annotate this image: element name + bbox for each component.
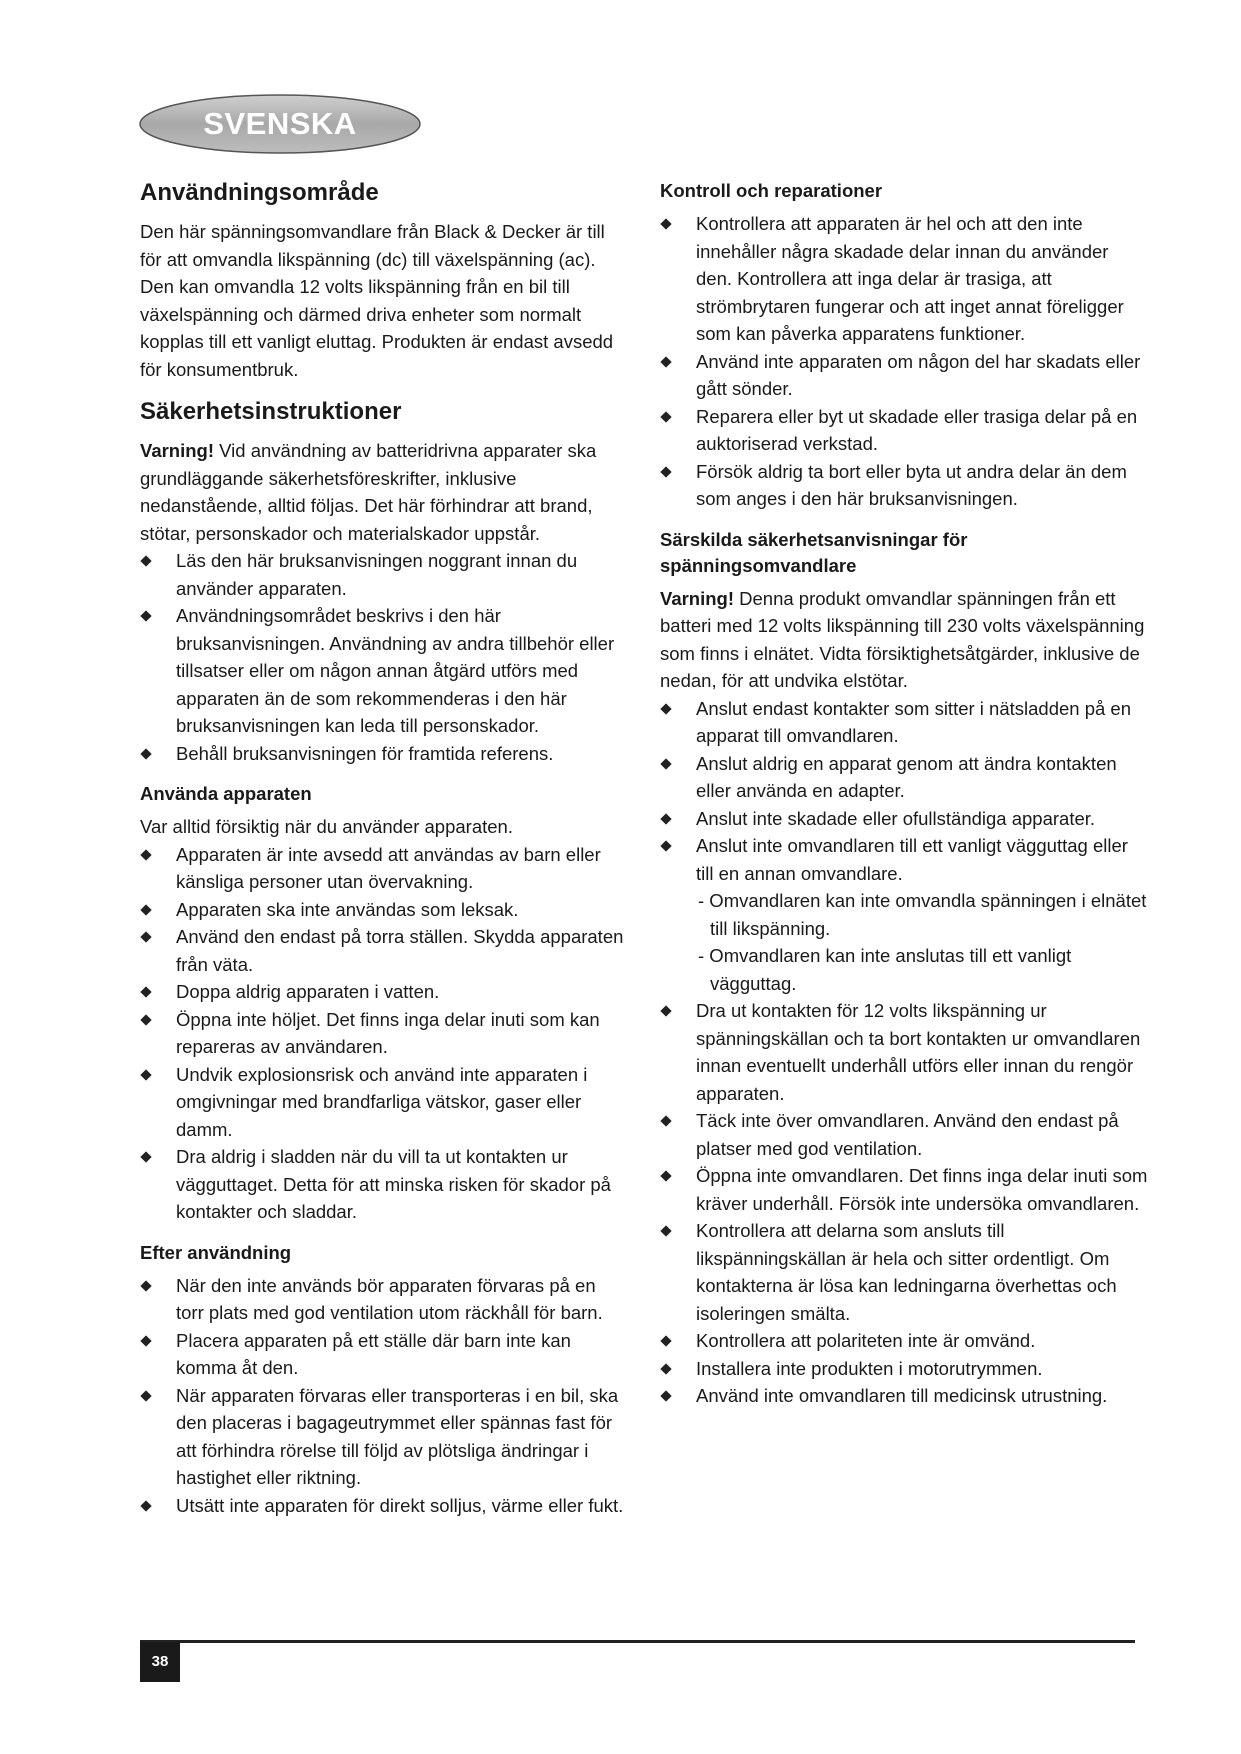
sub-item: - Omvandlaren kan inte omvandla spänningen i elnätet till likspänning.: [698, 890, 1147, 939]
list-item: Apparaten ska inte användas som leksak.: [140, 896, 628, 924]
page-number: 38: [140, 1642, 180, 1682]
using-list: [140, 841, 628, 1226]
bullet-diamond-icon: [660, 356, 671, 367]
list-item: Använd den endast på torra ställen. Skydda apparaten från väta.: [140, 923, 628, 978]
bullet-diamond-icon: [660, 840, 671, 851]
bullet-diamond-icon: [140, 555, 151, 566]
right-column: [660, 178, 1148, 1424]
bullet-diamond-icon: [140, 1014, 151, 1025]
special-list: [660, 695, 1148, 1410]
after-section: [140, 1240, 628, 1520]
bullet-diamond-icon: [140, 1335, 151, 1346]
bullet-diamond-icon: [660, 466, 671, 477]
special-title: Särskilda säkerhetsanvisningar för spänningsomvandlare: [660, 528, 968, 576]
sub-item: - Omvandlaren kan inte anslutas till ett vanligt vägguttag.: [698, 945, 1072, 994]
list-item: Anslut endast kontakter som sitter i nätsladden på en apparat till omvandlaren.: [660, 695, 1148, 750]
footer-divider: [140, 1640, 1135, 1643]
list-item: Öppna inte omvandlaren. Det finns inga delar inuti som kräver underhåll. Försök inte undersöka omvandlaren.: [660, 1162, 1148, 1217]
language-tab: [137, 92, 423, 156]
left-column: [140, 178, 628, 1533]
control-section: [660, 178, 1148, 513]
list-item: Dra ut kontakten för 12 volts likspänning ur spänningskällan och ta bort kontakten ur omvandlaren innan eventuellt underhåll utförs eller innan du rengör apparaten.: [660, 997, 1148, 1107]
bullet-diamond-icon: [660, 411, 671, 422]
list-item: Apparaten är inte avsedd att användas av barn eller känsliga personer utan övervakning.: [140, 841, 628, 896]
warning-text: Vid användning av batteridrivna apparater ska grundläggande säkerhetsföreskrifter, inklusive nedanstående, alltid följas. Det här förhindrar att brand, stötar, personskador och materialskador uppstår.: [140, 440, 597, 544]
after-list: [140, 1272, 628, 1520]
usage-text: Den här spänningsomvandlare från Black & Decker är till för att omvandla likspänning (dc) till växelspänning (ac). Den kan omvandla 12 volts likspänning från en bil till växelspänning och därmed driva enheter som normalt kopplas till ett vanligt eluttag. Produkten är endast avsedd för konsumentbruk.: [140, 221, 614, 380]
bullet-diamond-icon: [660, 813, 671, 824]
safety-section: [140, 397, 628, 767]
bullet-diamond-icon: [660, 1363, 671, 1374]
usage-title: Användningsområde: [140, 179, 379, 206]
list-item: Anslut aldrig en apparat genom att ändra kontakten eller använda en adapter.: [660, 750, 1148, 805]
using-title: Använda apparaten: [140, 783, 312, 804]
language-label: SVENSKA: [203, 106, 357, 141]
warning-text: Denna produkt omvandlar spänningen från ett batteri med 12 volts likspänning till 230 volts växelspänning som finns i elnätet. Vidta försiktighetsåtgärder, inklusive de nedan, för att undvika elstötar.: [660, 587, 1145, 691]
list-item: Utsätt inte apparaten för direkt solljus, värme eller fukt.: [140, 1492, 628, 1520]
list-item: Försök aldrig ta bort eller byta ut andra delar än dem som anges i den här bruksanvisningen.: [660, 458, 1148, 513]
bullet-diamond-icon: [140, 1151, 151, 1162]
bullet-diamond-icon: [660, 703, 671, 714]
bullet-diamond-icon: [660, 218, 671, 229]
list-item: När den inte används bör apparaten förvaras på en torr plats med god ventilation utom räckhåll för barn.: [140, 1272, 628, 1327]
list-item: Använd inte apparaten om någon del har skadats eller gått sönder.: [660, 348, 1148, 403]
list-item: Öppna inte höljet. Det finns inga delar inuti som kan repareras av användaren.: [140, 1006, 628, 1061]
bullet-diamond-icon: [140, 986, 151, 997]
bullet-diamond-icon: [660, 1115, 671, 1126]
bullet-diamond-icon: [140, 1069, 151, 1080]
usage-section: [140, 178, 628, 383]
after-title: Efter användning: [140, 1241, 292, 1263]
special-section: [660, 527, 1148, 1410]
safety-warning: [140, 437, 628, 547]
bullet-diamond-icon: [660, 1170, 671, 1181]
list-item: Doppa aldrig apparaten i vatten.: [140, 978, 628, 1006]
special-warning: [660, 585, 1148, 695]
bullet-diamond-icon: [660, 758, 671, 769]
bullet-diamond-icon: [140, 931, 151, 942]
list-item: Placera apparaten på ett ställe där barn inte kan komma åt den.: [140, 1327, 628, 1382]
list-item: Undvik explosionsrisk och använd inte apparaten i omgivningar med brandfarliga vätskor, gaser eller damm.: [140, 1061, 628, 1144]
list-item: Kontrollera att polariteten inte är omvänd.: [660, 1327, 1148, 1355]
list-item: Dra aldrig i sladden när du vill ta ut kontakten ur vägguttaget. Detta för att minska risken för skador på kontakter och sladdar.: [140, 1143, 628, 1226]
list-item: Installera inte produkten i motorutrymmen.: [660, 1355, 1148, 1383]
list-item: Anslut inte skadade eller ofullständiga apparater.: [660, 805, 1148, 833]
bullet-diamond-icon: [140, 1280, 151, 1291]
list-item: Behåll bruksanvisningen för framtida referens.: [140, 740, 628, 768]
list-item: När apparaten förvaras eller transporteras i en bil, ska den placeras i bagageutrymmet eller spännas fast för att förhindra rörelse till följd av plötsliga ändringar i hastighet eller riktning.: [140, 1382, 628, 1492]
bullet-diamond-icon: [140, 1390, 151, 1401]
control-title: Kontroll och reparationer: [660, 180, 883, 201]
list-item: Använd inte omvandlaren till medicinsk utrustning.: [660, 1382, 1148, 1410]
safety-title: Säkerhetsinstruktioner: [140, 398, 402, 425]
control-list: [660, 210, 1148, 513]
list-item: Anslut inte omvandlaren till ett vanligt vägguttag eller till en annan omvandlare. - Omvandlaren kan inte omvandla spänningen i elnätet till likspänning. - Omvandlaren kan inte anslutas till ett vanligt vägguttag.: [660, 832, 1148, 997]
bullet-diamond-icon: [140, 748, 151, 759]
list-item: Reparera eller byt ut skadade eller trasiga delar på en auktoriserad verkstad.: [660, 403, 1148, 458]
list-item: Läs den här bruksanvisningen noggrant innan du använder apparaten.: [140, 547, 628, 602]
bullet-diamond-icon: [660, 1225, 671, 1236]
bullet-diamond-icon: [140, 849, 151, 860]
list-item: Täck inte över omvandlaren. Använd den endast på platser med god ventilation.: [660, 1107, 1148, 1162]
bullet-diamond-icon: [660, 1005, 671, 1016]
list-item: Användningsområdet beskrivs i den här bruksanvisningen. Användning av andra tillbehör eller tillsatser eller om någon annan åtgärd utförs med apparaten än de som rekommenderas i den här bruksanvisningen kan leda till personskador.: [140, 602, 628, 740]
list-item: Kontrollera att delarna som ansluts till likspänningskällan är hela och sitter ordentligt. Om kontakterna är lösa kan ledningarna överhettas och isoleringen smälta.: [660, 1217, 1148, 1327]
using-section: [140, 781, 628, 1226]
warning-label: Varning!: [140, 440, 215, 461]
bullet-diamond-icon: [140, 904, 151, 915]
bullet-diamond-icon: [140, 1500, 151, 1511]
using-intro: Var alltid försiktig när du använder apparaten.: [140, 816, 513, 837]
bullet-diamond-icon: [660, 1335, 671, 1346]
safety-list: [140, 547, 628, 767]
warning-label: Varning!: [660, 587, 735, 609]
list-item: Kontrollera att apparaten är hel och att den inte innehåller några skadade delar innan du använder den. Kontrollera att inga delar är trasiga, att strömbrytaren fungerar och att inget annat föreligger som kan påverka apparatens funktioner.: [660, 210, 1148, 348]
bullet-diamond-icon: [140, 610, 151, 621]
bullet-diamond-icon: [660, 1390, 671, 1401]
